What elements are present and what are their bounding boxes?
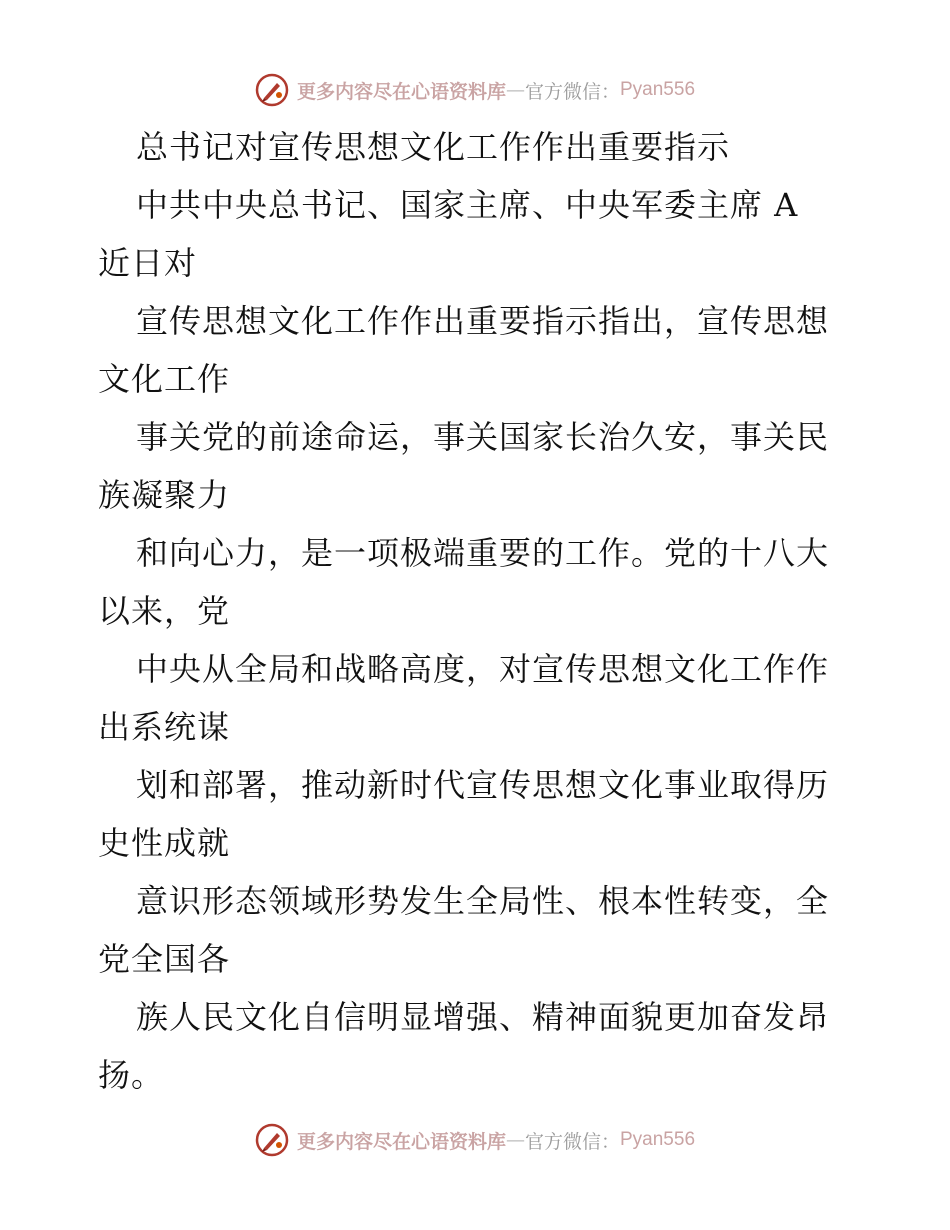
text-line: 中央从全局和战略高度，对宣传思想文化工作作 xyxy=(136,650,830,688)
text-line: 以来，党 xyxy=(98,592,231,630)
document-body xyxy=(98,118,858,1104)
banner-wechat-label: 官方微信： xyxy=(524,1130,620,1153)
text-line: 扬。 xyxy=(98,1056,165,1094)
banner-wechat-label: 官方微信： xyxy=(524,80,620,103)
banner-separator: — xyxy=(505,79,525,101)
text-line: 划和部署，推动新时代宣传思想文化事业取得历 xyxy=(136,766,830,804)
text-line: 史性成就 xyxy=(98,824,231,862)
text-line: 意识形态领域形势发生全局性、根本性转变，全 xyxy=(136,882,830,920)
banner-promo-text: 更多内容尽在心语资料库 xyxy=(296,1130,506,1153)
text-line: 和向心力，是一项极端重要的工作。党的十八大 xyxy=(136,534,830,572)
pen-logo-icon xyxy=(255,73,289,107)
banner-wechat-handle: Pyan556 xyxy=(620,1129,696,1150)
header-banner-text xyxy=(297,77,695,104)
text-line: 宣传思想文化工作作出重要指示指出，宣传思想 xyxy=(136,302,830,340)
text-line: 文化工作 xyxy=(98,360,231,398)
banner-promo-text: 更多内容尽在心语资料库 xyxy=(296,80,506,103)
banner-separator: — xyxy=(505,1129,525,1151)
header-banner xyxy=(0,70,950,110)
footer-banner-text xyxy=(297,1127,695,1154)
text-line: 出系统谋 xyxy=(98,708,231,746)
banner-wechat-handle: Pyan556 xyxy=(620,79,696,100)
text-line: 事关党的前途命运，事关国家长治久安，事关民 xyxy=(136,418,830,456)
footer-banner xyxy=(0,1120,950,1160)
text-line: 族凝聚力 xyxy=(98,476,231,514)
text-line: 党全国各 xyxy=(98,940,231,978)
text-line: 中共中央总书记、国家主席、中央军委主席 A xyxy=(136,186,799,224)
text-line: 近日对 xyxy=(98,244,198,282)
pen-logo-icon xyxy=(255,1123,289,1157)
document-title: 总书记对宣传思想文化工作作出重要指示 xyxy=(136,128,731,166)
text-line: 族人民文化自信明显增强、精神面貌更加奋发昂 xyxy=(136,998,830,1036)
